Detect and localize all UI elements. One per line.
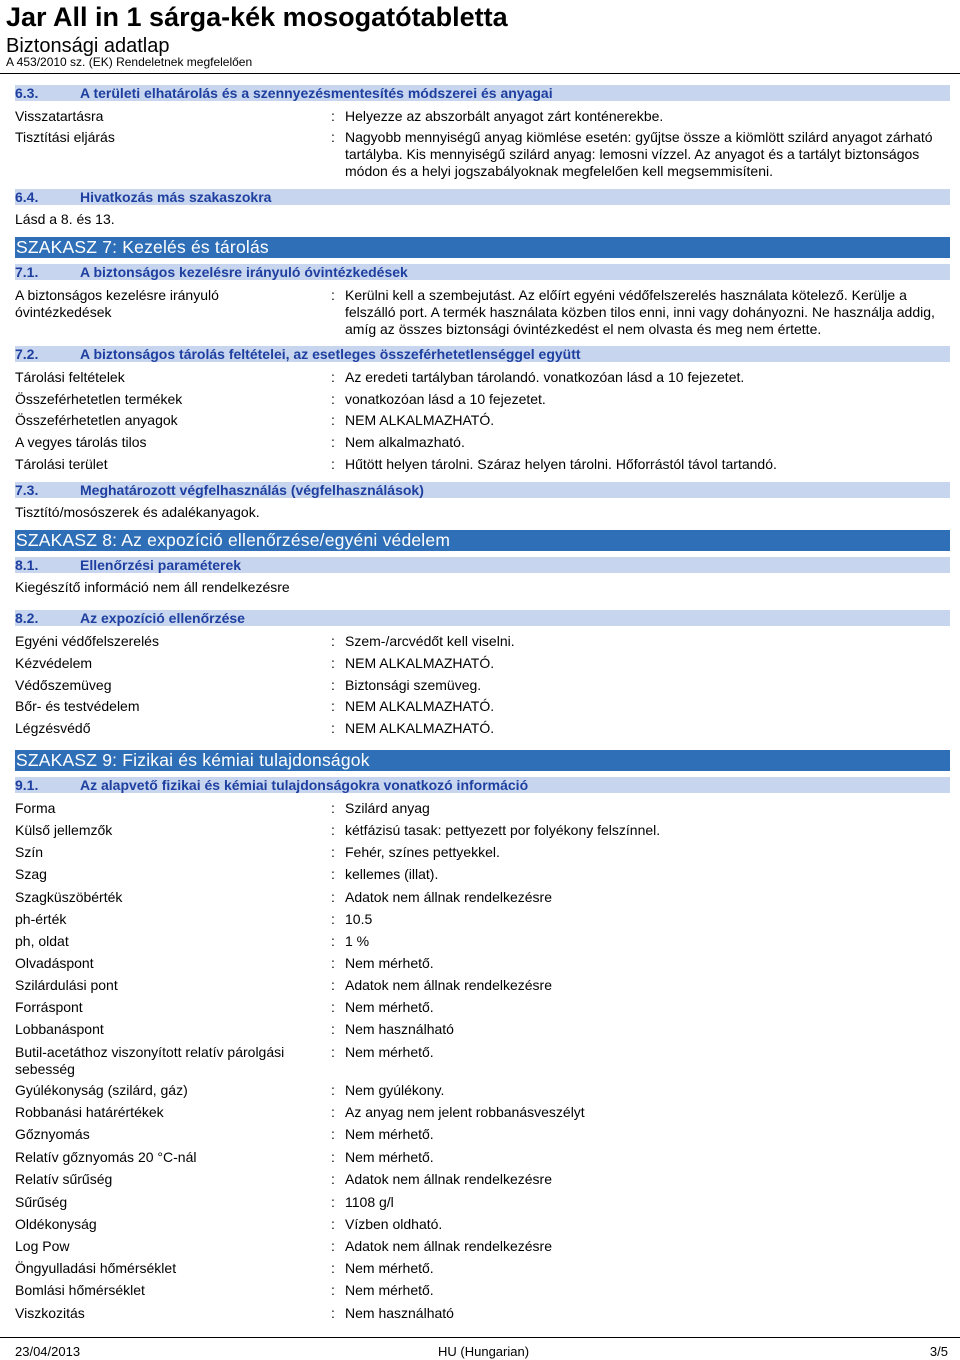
section-title: SZAKASZ 7: Kezelés és tárolás <box>16 237 269 257</box>
field-value: Nem alkalmazható. <box>345 434 465 450</box>
document-title: Jar All in 1 sárga-kék mosogatótabletta <box>6 2 508 32</box>
field-colon: : <box>331 1126 335 1142</box>
field-value: NEM ALKALMAZHATÓ. <box>345 655 495 671</box>
subsection-title: Az expozíció ellenőrzése <box>80 610 245 626</box>
field-value: Nem mérhető. <box>345 1044 434 1060</box>
field-value: kétfázisú tasak: pettyezett por folyékony felszínnel. <box>345 822 661 838</box>
section-8-header <box>15 530 950 551</box>
field-value: Az eredeti tartályban tárolandó. vonatkozóan lásd a 10 fejezetet. <box>345 369 745 385</box>
field-colon: : <box>331 456 335 472</box>
field-label: Log Pow <box>15 1238 70 1254</box>
field-label: Gőznyomás <box>15 1126 90 1142</box>
subsection-title: A biztonságos kezelésre irányuló óvintézkedések <box>80 264 408 280</box>
field-label: ph-érték <box>15 911 67 927</box>
field-colon: : <box>331 999 335 1015</box>
field-colon: : <box>331 720 335 736</box>
footer-page-number: 3/5 <box>929 1344 948 1359</box>
field-value: 1 % <box>345 933 370 949</box>
field-value: Fehér, színes pettyekkel. <box>345 844 500 860</box>
field-colon: : <box>331 633 335 649</box>
section-title: SZAKASZ 9: Fizikai és kémiai tulajdonságok <box>16 750 370 770</box>
field-label: A vegyes tárolás tilos <box>15 434 147 450</box>
subsection-number: 7.2. <box>15 346 39 362</box>
field-value: kellemes (illat). <box>345 866 439 882</box>
reference-text: Lásd a 8. és 13. <box>15 211 115 227</box>
subsection-9-1-header <box>15 777 950 793</box>
field-value: 10.5 <box>345 911 373 927</box>
subsection-title: Meghatározott végfelhasználás (végfelhasználások) <box>80 482 424 498</box>
footer-date: 23/04/2013 <box>15 1344 81 1359</box>
field-label-line: Butil-acetáthoz viszonyított relatív párolgási <box>15 1044 285 1060</box>
field-label: Tárolási feltételek <box>15 369 125 385</box>
field-value: NEM ALKALMAZHATÓ. <box>345 720 495 736</box>
control-parameters-text: Kiegészítő információ nem áll rendelkezésre <box>15 579 290 595</box>
field-value: 1108 g/l <box>345 1194 394 1210</box>
subsection-6-4-header <box>15 189 950 205</box>
field-colon: : <box>331 1044 335 1060</box>
field-value-line: Nagyobb mennyiségű anyag kiömlése esetén: gyűjtse össze a kiömlött szilárd anyagot zárható <box>345 129 933 145</box>
field-colon: : <box>331 1021 335 1037</box>
field-label: Bomlási hőmérséklet <box>15 1282 145 1298</box>
field-label-line: A biztonságos kezelésre irányuló <box>15 287 219 303</box>
field-label: Szag <box>15 866 47 882</box>
field-value: Szem-/arcvédőt kell viselni. <box>345 633 515 649</box>
field-value: Nem mérhető. <box>345 1149 434 1165</box>
field-value-line: felszálló port. A termék használata közben tilos enni, inni vagy dohányozni. Ne használja addig, <box>345 304 935 320</box>
field-colon: : <box>331 655 335 671</box>
field-value: Szilárd anyag <box>345 800 430 816</box>
field-label-line: óvintézkedések <box>15 304 112 320</box>
subsection-number: 6.3. <box>15 85 39 101</box>
field-value: Adatok nem állnak rendelkezésre <box>345 889 553 905</box>
field-colon: : <box>331 287 335 303</box>
end-use-text: Tisztító/mosószerek és adalékanyagok. <box>15 504 260 520</box>
field-value: Adatok nem állnak rendelkezésre <box>345 977 553 993</box>
field-label: ph, oldat <box>15 933 69 949</box>
field-label: Relatív gőznyomás 20 °C-nál <box>15 1149 197 1165</box>
subsection-title: A területi elhatárolás és a szennyezésmentesítés módszerei és anyagai <box>80 85 553 101</box>
subsection-title: Az alapvető fizikai és kémiai tulajdonságokra vonatkozó információ <box>80 777 529 793</box>
field-label: Relatív sűrűség <box>15 1171 113 1187</box>
field-value: Nem mérhető. <box>345 1126 434 1142</box>
field-value-line: tartályba. Kis mennyiségű szilárd anyag: lemosni vízzel. Az anyagot és a tartályt biztonságos <box>345 146 920 162</box>
field-value: vonatkozóan lásd a 10 fejezetet. <box>345 391 546 407</box>
field-colon: : <box>331 1104 335 1120</box>
subsection-number: 6.4. <box>15 189 39 205</box>
field-colon: : <box>331 822 335 838</box>
field-label: Olvadáspont <box>15 955 94 971</box>
field-value: NEM ALKALMAZHATÓ. <box>345 698 495 714</box>
field-colon: : <box>331 866 335 882</box>
field-value: Nem gyúlékony. <box>345 1082 445 1098</box>
field-label: Összeférhetetlen anyagok <box>15 412 178 428</box>
field-colon: : <box>331 977 335 993</box>
subsection-title: Ellenőrzési paraméterek <box>80 557 242 573</box>
field-label: Bőr- és testvédelem <box>15 698 140 714</box>
field-label: Légzésvédő <box>15 720 91 736</box>
section-9-header <box>15 750 950 771</box>
field-label: Visszatartásra <box>15 108 104 124</box>
field-label: Kézvédelem <box>15 655 93 671</box>
field-value-line: Kerülni kell a szembejutást. Az előírt egyéni védőfelszerelés használata kötelező. Kerülje a <box>345 287 907 303</box>
field-label: Lobbanáspont <box>15 1021 104 1037</box>
field-value: Nem mérhető. <box>345 1282 434 1298</box>
field-colon: : <box>331 129 335 145</box>
subsection-number: 7.1. <box>15 264 39 280</box>
document-subtitle: Biztonsági adatlap <box>6 35 170 57</box>
field-value: NEM ALKALMAZHATÓ. <box>345 412 495 428</box>
field-colon: : <box>331 933 335 949</box>
field-colon: : <box>331 955 335 971</box>
field-colon: : <box>331 1194 335 1210</box>
field-value: Vízben oldható. <box>345 1216 443 1232</box>
subsection-8-2-header <box>15 610 950 626</box>
footer-language: HU (Hungarian) <box>438 1344 530 1359</box>
field-colon: : <box>331 1149 335 1165</box>
subsection-7-3-header <box>15 482 950 498</box>
subsection-8-1-header <box>15 557 950 573</box>
field-value: Adatok nem állnak rendelkezésre <box>345 1171 553 1187</box>
field-value-line: amíg az összes biztonsági óvintézkedést el nem olvasta és meg nem értette. <box>345 321 822 337</box>
field-value: Nem mérhető. <box>345 955 434 971</box>
section-7-header <box>15 237 950 258</box>
field-value-line: módon és a helyi jogszabályoknak megfelelően kell megsemmisíteni. <box>345 163 773 179</box>
field-colon: : <box>331 1171 335 1187</box>
field-colon: : <box>331 1260 335 1276</box>
subsection-number: 8.1. <box>15 557 39 573</box>
field-label: Tárolási terület <box>15 456 108 472</box>
field-colon: : <box>331 1282 335 1298</box>
field-colon: : <box>331 412 335 428</box>
field-value: Az anyag nem jelent robbanásveszélyt <box>345 1104 585 1120</box>
field-colon: : <box>331 1216 335 1232</box>
subsection-7-1-header <box>15 264 950 280</box>
field-label: Sűrűség <box>15 1194 68 1210</box>
field-label: Oldékonyság <box>15 1216 97 1232</box>
field-colon: : <box>331 434 335 450</box>
field-label: Védőszemüveg <box>15 677 112 693</box>
subsection-title: A biztonságos tárolás feltételei, az esetleges összeférhetetlenséggel együtt <box>80 346 581 362</box>
subsection-title: Hivatkozás más szakaszokra <box>80 189 272 205</box>
field-colon: : <box>331 844 335 860</box>
field-label-line: sebesség <box>15 1061 75 1077</box>
subsection-6-3-header <box>15 85 950 101</box>
field-value: Nem használható <box>345 1305 454 1321</box>
field-colon: : <box>331 369 335 385</box>
field-label: Robbanási határértékek <box>15 1104 164 1120</box>
regulation-note: A 453/2010 sz. (EK) Rendeletnek megfelelően <box>6 55 253 69</box>
field-colon: : <box>331 1238 335 1254</box>
field-label: Tisztítási eljárás <box>15 129 115 145</box>
field-colon: : <box>331 911 335 927</box>
field-label: Külső jellemzők <box>15 822 113 838</box>
footer-divider <box>0 1337 960 1338</box>
subsection-number: 7.3. <box>15 482 39 498</box>
field-label: Gyúlékonyság (szilárd, gáz) <box>15 1082 188 1098</box>
field-value: Adatok nem állnak rendelkezésre <box>345 1238 553 1254</box>
section-title: SZAKASZ 8: Az expozíció ellenőrzése/egyéni védelem <box>16 530 451 550</box>
field-label: Viszkozitás <box>15 1305 85 1321</box>
field-colon: : <box>331 1082 335 1098</box>
field-colon: : <box>331 1305 335 1321</box>
field-label: Forráspont <box>15 999 83 1015</box>
field-colon: : <box>331 889 335 905</box>
subsection-number: 8.2. <box>15 610 39 626</box>
field-label: Forma <box>15 800 56 816</box>
field-value: Nem mérhető. <box>345 1260 434 1276</box>
field-colon: : <box>331 698 335 714</box>
subsection-number: 9.1. <box>15 777 39 793</box>
field-label: Egyéni védőfelszerelés <box>15 633 159 649</box>
field-label: Összeférhetetlen termékek <box>15 391 183 407</box>
field-value: Biztonsági szemüveg. <box>345 677 482 693</box>
field-colon: : <box>331 800 335 816</box>
field-value: Hűtött helyen tárolni. Száraz helyen tárolni. Hőforrástól távol tartandó. <box>345 456 777 472</box>
field-value: Helyezze az abszorbált anyagot zárt konténerekbe. <box>345 108 664 124</box>
field-colon: : <box>331 108 335 124</box>
field-label: Szín <box>15 844 44 860</box>
header-divider <box>0 73 960 74</box>
field-label: Öngyulladási hőmérséklet <box>15 1260 177 1276</box>
field-label: Szilárdulási pont <box>15 977 118 993</box>
field-colon: : <box>331 677 335 693</box>
field-value: Nem mérhető. <box>345 999 434 1015</box>
field-value: Nem használható <box>345 1021 454 1037</box>
subsection-7-2-header <box>15 346 950 362</box>
field-label: Szagküszöbérték <box>15 889 123 905</box>
field-colon: : <box>331 391 335 407</box>
